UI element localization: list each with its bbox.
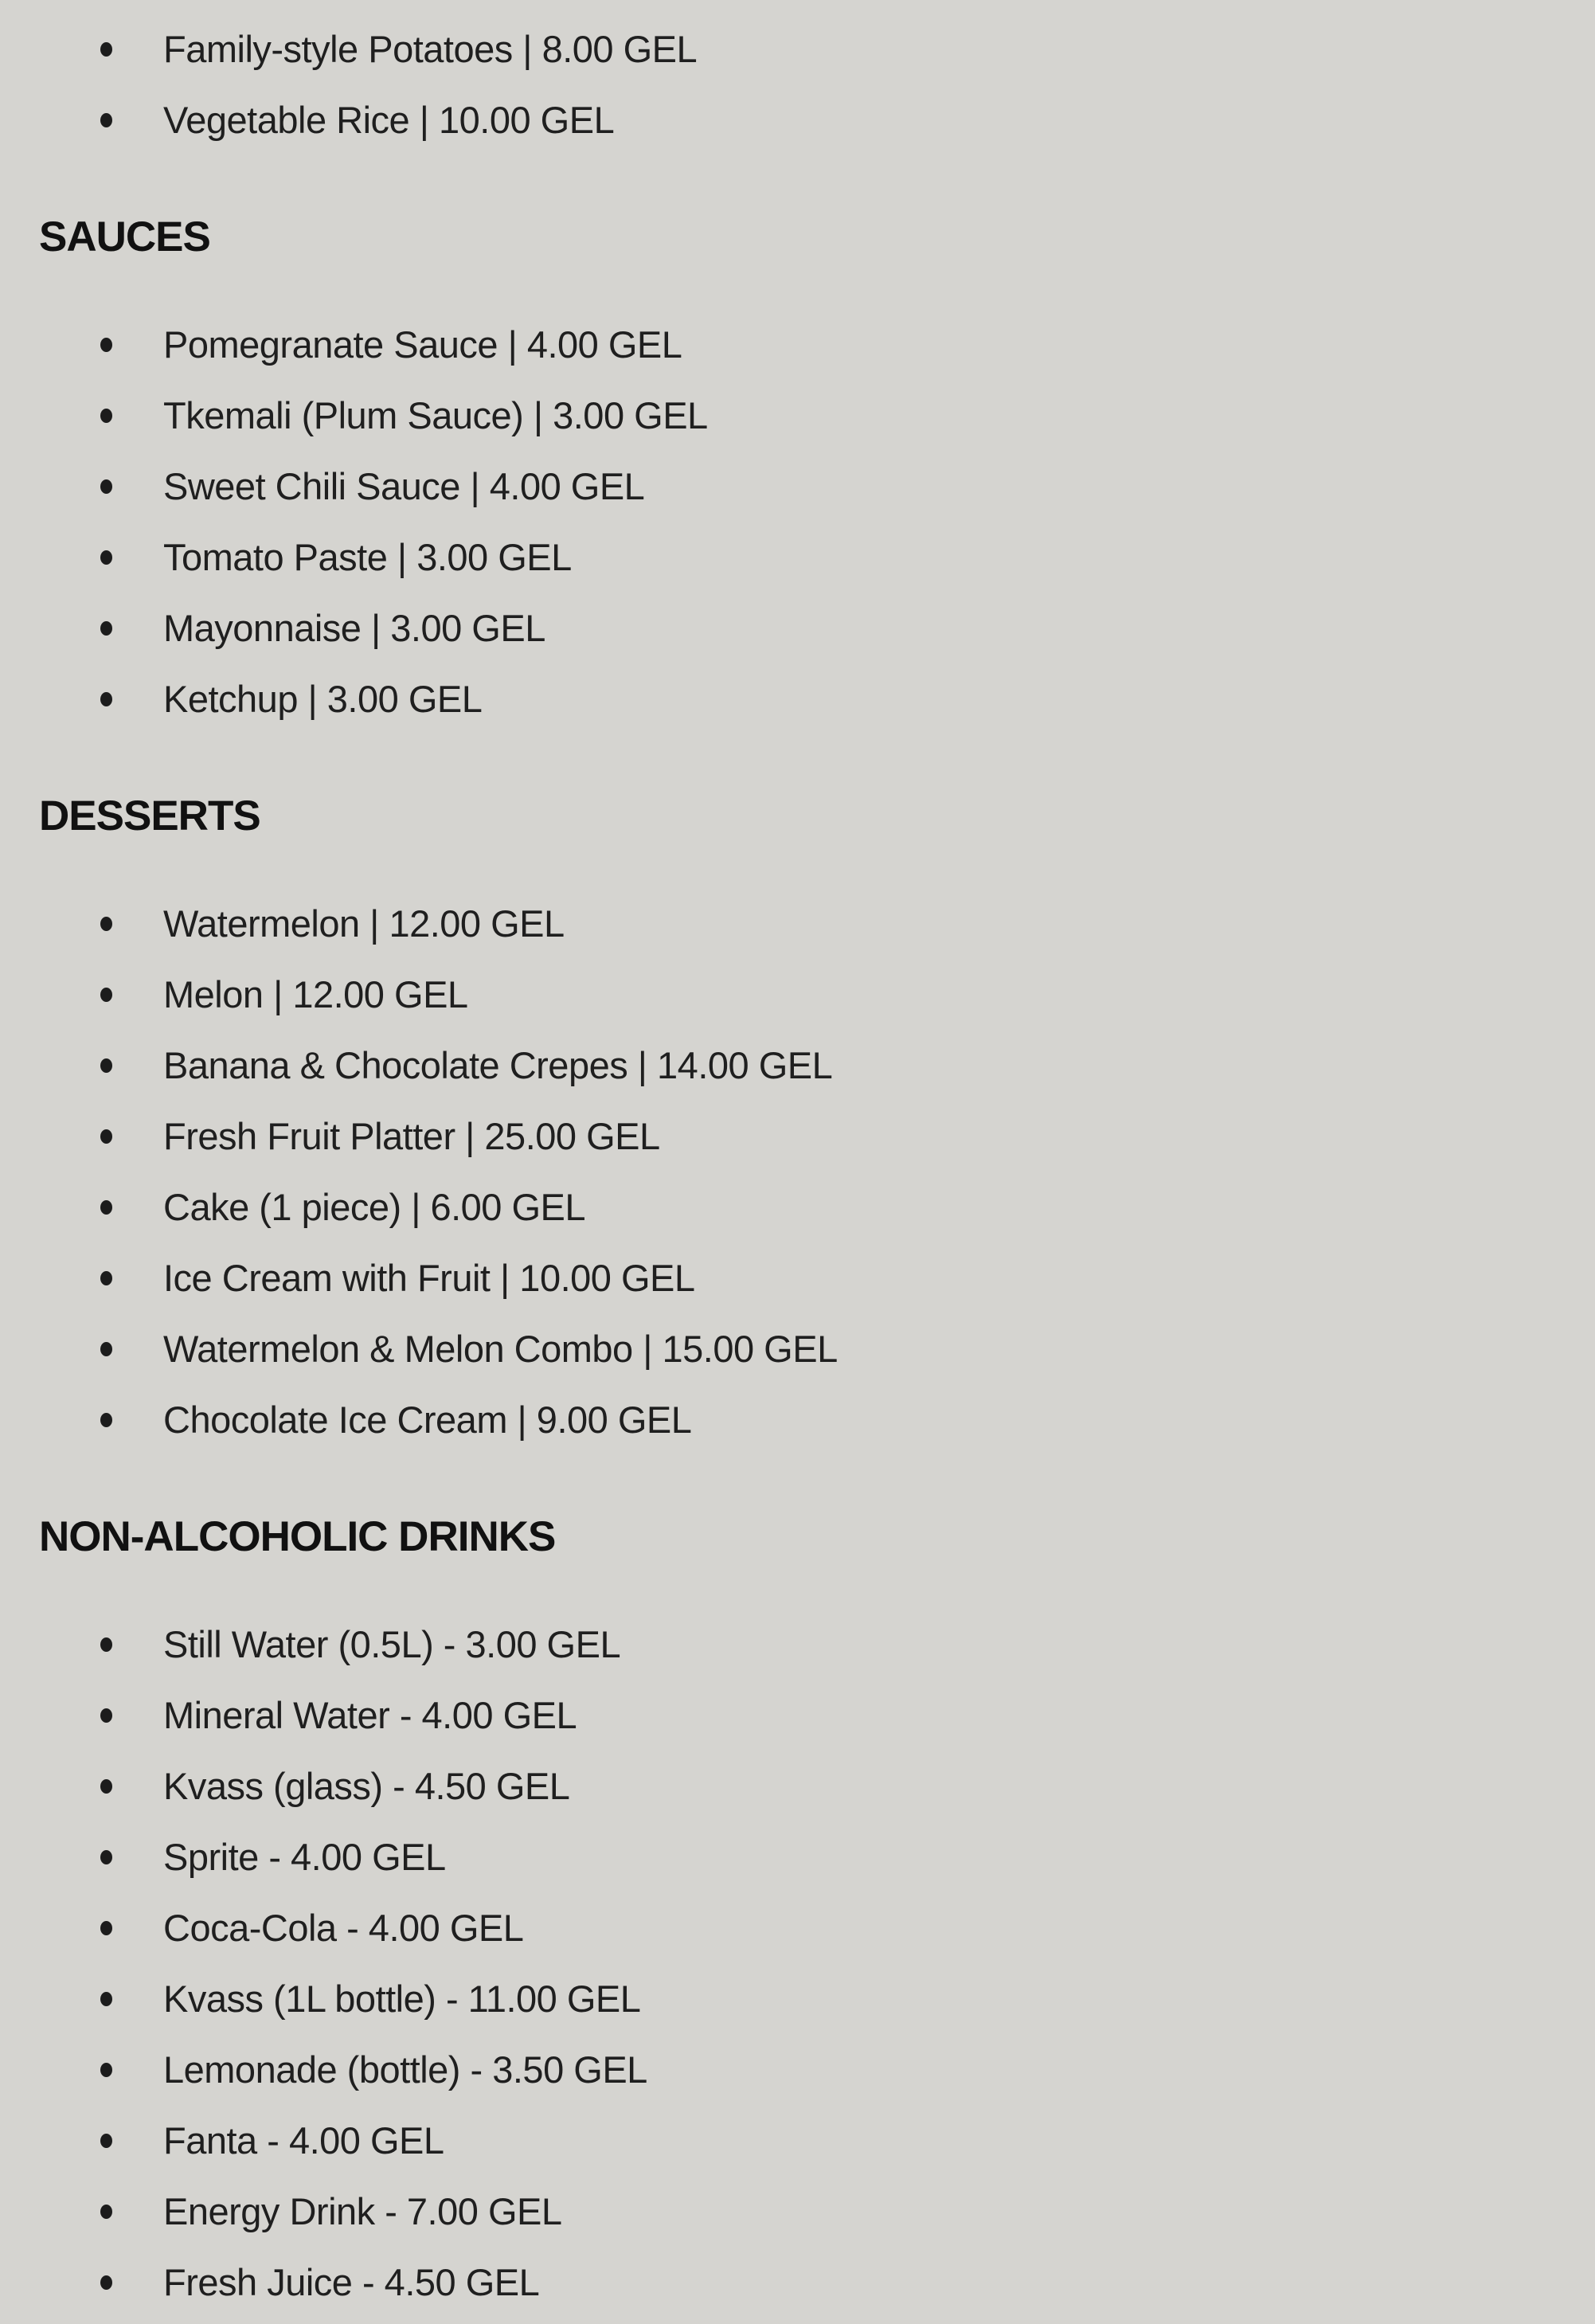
menu-list-intro [0, 14, 1595, 155]
menu-item: Kvass (glass) - 4.50 GEL [163, 1751, 1595, 1821]
menu-item: Chocolate Ice Cream | 9.00 GEL [163, 1384, 1595, 1455]
section-heading-desserts: DESSERTS [39, 792, 260, 839]
menu-item: Energy Drink - 7.00 GEL [163, 2176, 1595, 2247]
menu-item: Melon | 12.00 GEL [163, 959, 1595, 1030]
menu-item: Family-style Potatoes | 8.00 GEL [163, 14, 1595, 84]
menu-item: Coca-Cola - 4.00 GEL [163, 1892, 1595, 1963]
menu-item: Fresh Fruit Platter | 25.00 GEL [163, 1101, 1595, 1172]
menu-item: Banana & Chocolate Crepes | 14.00 GEL [163, 1030, 1595, 1101]
menu-item: Tomato Paste | 3.00 GEL [163, 522, 1595, 593]
menu-item: Watermelon & Melon Combo | 15.00 GEL [163, 1313, 1595, 1384]
menu-item: Lemonade (bottle) - 3.50 GEL [163, 2034, 1595, 2105]
section-sauces [0, 209, 1595, 734]
menu-list-desserts [0, 888, 1595, 1455]
section-desserts [0, 788, 1595, 1455]
menu-item: Kvass (1L bottle) - 11.00 GEL [163, 1963, 1595, 2034]
menu-item: Watermelon | 12.00 GEL [163, 888, 1595, 959]
menu-item: Ketchup | 3.00 GEL [163, 663, 1595, 734]
menu-item: Sweet Chili Sauce | 4.00 GEL [163, 451, 1595, 522]
menu-item: Vegetable Rice | 10.00 GEL [163, 84, 1595, 155]
menu-list-non-alcoholic-drinks [0, 1609, 1595, 2318]
menu-item: Mineral Water - 4.00 GEL [163, 1680, 1595, 1751]
section-heading-sauces: SAUCES [39, 213, 210, 260]
menu-item: Still Water (0.5L) - 3.00 GEL [163, 1609, 1595, 1680]
menu-item: Pomegranate Sauce | 4.00 GEL [163, 309, 1595, 380]
section-heading-non-alcoholic-drinks: NON-ALCOHOLIC DRINKS [39, 1513, 556, 1560]
menu-item: Ice Cream with Fruit | 10.00 GEL [163, 1242, 1595, 1313]
menu-list-sauces [0, 309, 1595, 734]
menu-item: Fresh Juice - 4.50 GEL [163, 2247, 1595, 2318]
section-non-alcoholic-drinks [0, 1509, 1595, 2318]
menu-item: Cake (1 piece) | 6.00 GEL [163, 1172, 1595, 1242]
menu-item: Sprite - 4.00 GEL [163, 1821, 1595, 1892]
menu-item: Mayonnaise | 3.00 GEL [163, 593, 1595, 663]
menu-item: Tkemali (Plum Sauce) | 3.00 GEL [163, 380, 1595, 451]
menu-item: Fanta - 4.00 GEL [163, 2105, 1595, 2176]
